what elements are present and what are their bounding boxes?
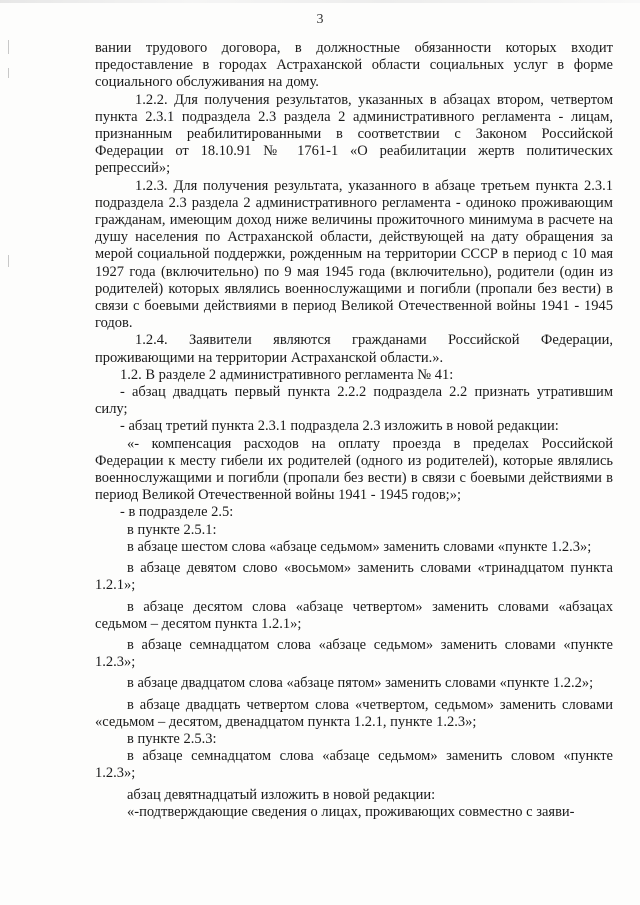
paragraph: абзац девятнадцатый изложить в новой редакции: <box>127 786 436 803</box>
paragraph: - абзац двадцать первый пункта 2.2.2 подраздела 2.2 признать утратившим силу; <box>95 384 613 418</box>
document-body <box>95 40 613 821</box>
paragraph: «- компенсация расходов на оплату проезда в пределах Российской Федерации к месту гибели их родителей (одного из родителей), которые являлись военнослужащими и погибли (пропали без вести) в связи с боевыми действиями в период Великой Отечественной войны 1941 - 1945 годов;»; <box>95 435 613 504</box>
paragraph: в абзаце семнадцатом слова «абзаце седьмом» заменить словами «пункте 1.2.3»; <box>95 636 613 671</box>
paragraph: в абзаце семнадцатом слова «абзаце седьмом» заменить словом «пункте 1.2.3»; <box>95 748 613 782</box>
paragraph: 1.2. В разделе 2 административного регламента № 41: <box>120 366 454 383</box>
paragraph: - в подразделе 2.5: <box>120 504 234 521</box>
paragraph: вании трудового договора, в должностные обязанности которых входит предоставление в городах Астраханской области социальных услуг в форме социального обслуживания на дому. <box>95 40 613 91</box>
page-number: 3 <box>316 12 324 27</box>
paragraph: 1.2.4. Заявители являются гражданами Российской Федерации, проживающими на территории Астраханской области.». <box>95 332 613 366</box>
paragraph: 1.2.2. Для получения результатов, указанных в абзацах втором, четвертом пункта 2.3.1 подраздела 2.3 раздела 2 административного регламента - лицам, признанным реабилитированными в соответствии с Законом Российской Федерации от 18.10.91 № 1761-1 «О реабилитации жертв политических репрессий»; <box>95 91 613 177</box>
paragraph: - абзац третий пункта 2.3.1 подраздела 2.3 изложить в новой редакции: <box>120 418 559 435</box>
scan-edge <box>0 0 640 3</box>
paragraph: «-подтверждающие сведения о лицах, проживающих совместно с заяви- <box>127 803 575 820</box>
paragraph: в пункте 2.5.1: <box>127 521 217 538</box>
binding-mark <box>8 255 9 267</box>
paragraph: в абзаце девятом слово «восьмом» заменить словами «тринадцатом пункта 1.2.1»; <box>95 560 613 594</box>
paragraph: в пункте 2.5.3: <box>127 730 217 747</box>
paragraph: в абзаце десятом слова «абзаце четвертом» заменить словами «абзацах седьмом – десятом пункта 1.2.1»; <box>95 598 613 632</box>
paragraph: в абзаце двадцатом слова «абзаце пятом» заменить словами «пункте 1.2.2»; <box>127 675 594 692</box>
binding-mark <box>8 40 9 54</box>
binding-mark <box>8 68 9 78</box>
paragraph: в абзаце шестом слова «абзаце седьмом» заменить словами «пункте 1.2.3»; <box>127 538 592 555</box>
paragraph: в абзаце двадцать четвертом слова «четвертом, седьмом» заменить словами «седьмом – десятом, двенадцатом пункта 1.2.1, пункте 1.2.3»; <box>95 696 613 730</box>
paragraph: 1.2.3. Для получения результата, указанного в абзаце третьем пункта 2.3.1 подраздела 2.3 раздела 2 административного регламента - одиноко проживающим гражданам, имеющим доход ниже величины прожиточного минимума в расчете на душу населения по Астраханской области, действующей на дату обращения за мерой социальной поддержки, рожденным на территории СССР в период с 10 мая 1927 года (включительно) по 9 мая 1945 года (включительно), родители (один из родителей) которых являлись военнослужащими и погибли (пропали без вести) в связи с боевыми действиями в период Великой Отечественной войны 1941 - 1945 годов. <box>95 177 613 332</box>
